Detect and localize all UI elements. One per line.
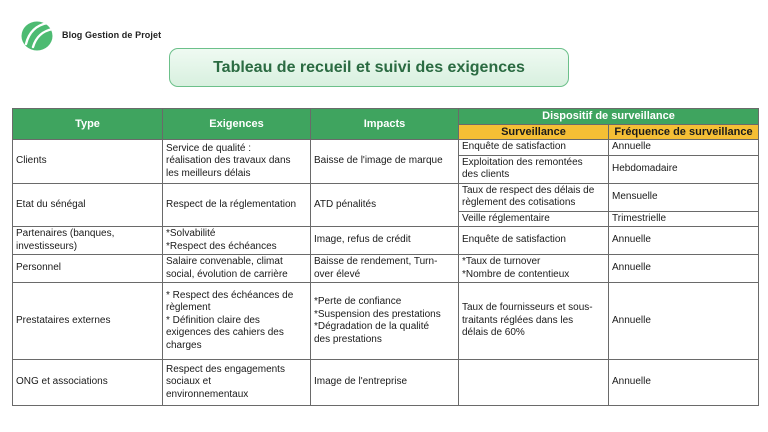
cell-exigences: Respect des engagements sociaux et environnementaux: [163, 360, 311, 406]
cell-surveillance: [459, 360, 609, 406]
cell-impacts: *Perte de confiance *Suspension des prestations *Dégradation de la qualité des prestations: [311, 283, 459, 360]
table-row: [13, 183, 759, 211]
cell-exigences: Salaire convenable, climat social, évolution de carrière: [163, 255, 311, 283]
page-title: Tableau de recueil et suivi des exigences: [213, 58, 525, 76]
cell-impacts: ATD pénalités: [311, 183, 459, 227]
cell-surveillance: Veille réglementaire: [459, 211, 609, 227]
header-frequence: Fréquence de surveillance: [609, 124, 759, 140]
cell-type: ONG et associations: [13, 360, 163, 406]
cell-impacts: Baisse de rendement, Turn- over élevé: [311, 255, 459, 283]
table-row: [13, 227, 759, 255]
table-row: [13, 140, 759, 156]
cell-type: Clients: [13, 140, 163, 184]
cell-exigences: Service de qualité : réalisation des travaux dans les meilleurs délais: [163, 140, 311, 184]
header-exigences: Exigences: [163, 109, 311, 140]
cell-frequence: Trimestrielle: [609, 211, 759, 227]
cell-exigences: * Respect des échéances de règlement * Définition claire des exigences des cahiers des charges: [163, 283, 311, 360]
cell-frequence: Hebdomadaire: [609, 155, 759, 183]
brand: [20, 18, 161, 52]
table-row: [13, 360, 759, 406]
cell-surveillance: *Taux de turnover *Nombre de contentieux: [459, 255, 609, 283]
title-banner: [169, 48, 569, 87]
cell-type: Prestataires externes: [13, 283, 163, 360]
table-row: [13, 255, 759, 283]
header-dispositif: Dispositif de surveillance: [459, 109, 759, 125]
cell-type: Partenaires (banques, investisseurs): [13, 227, 163, 255]
cell-frequence: Annuelle: [609, 140, 759, 156]
cell-impacts: Baisse de l'image de marque: [311, 140, 459, 184]
cell-exigences: Respect de la réglementation: [163, 183, 311, 227]
header-impacts: Impacts: [311, 109, 459, 140]
header-surveillance: Surveillance: [459, 124, 609, 140]
cell-type: Etat du sénégal: [13, 183, 163, 227]
cell-frequence: Annuelle: [609, 360, 759, 406]
cell-surveillance: Taux de fournisseurs et sous- traitants réglées dans les délais de 60%: [459, 283, 609, 360]
brand-name: Blog Gestion de Projet: [62, 30, 162, 40]
brand-logo-icon: [20, 18, 56, 52]
table-row: [13, 283, 759, 360]
cell-surveillance: Exploitation des remontées des clients: [459, 155, 609, 183]
cell-surveillance: Enquête de satisfaction: [459, 140, 609, 156]
cell-exigences: *Solvabilité *Respect des échéances: [163, 227, 311, 255]
cell-surveillance: Taux de respect des délais de règlement des cotisations: [459, 183, 609, 211]
cell-impacts: Image de l'entreprise: [311, 360, 459, 406]
cell-frequence: Annuelle: [609, 255, 759, 283]
cell-type: Personnel: [13, 255, 163, 283]
cell-frequence: Mensuelle: [609, 183, 759, 211]
cell-surveillance: Enquête de satisfaction: [459, 227, 609, 255]
requirements-table: [12, 108, 759, 406]
cell-frequence: Annuelle: [609, 283, 759, 360]
cell-frequence: Annuelle: [609, 227, 759, 255]
header-type: Type: [13, 109, 163, 140]
cell-impacts: Image, refus de crédit: [311, 227, 459, 255]
